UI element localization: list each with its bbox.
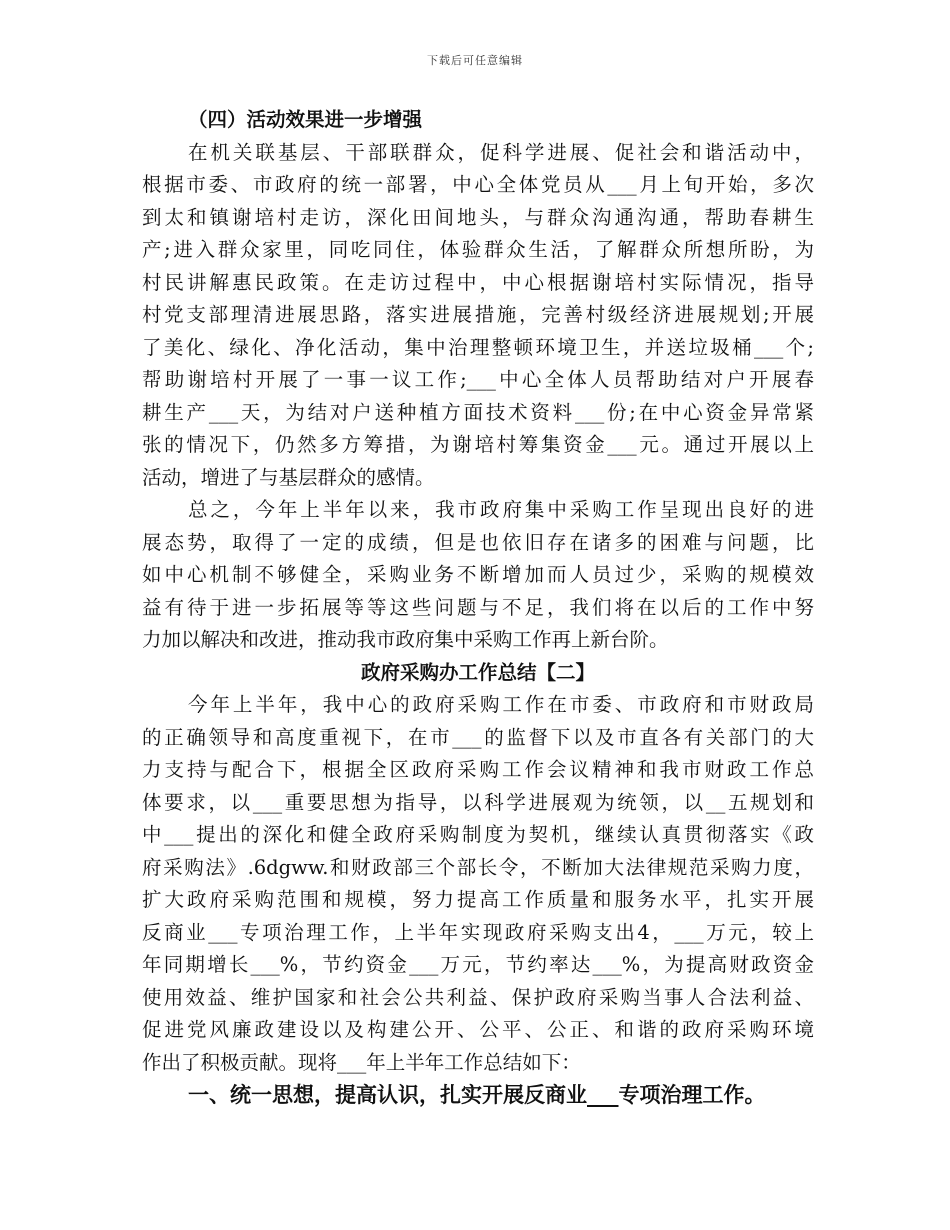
- paragraph-line: 村民讲解惠民政策。在走访过程中，中心根据谢培村实际情况，指导: [142, 270, 814, 294]
- paragraph-line: 府采购法》.6dgww.和财政部三个部长令，不断加大法律规范采购力度，: [142, 855, 814, 879]
- document-body: [142, 104, 814, 1112]
- paragraph-line: 促进党风廉政建设以及构建公开、公平、公正、和谐的政府采购环境: [142, 1018, 814, 1041]
- paragraph-line: 扩大政府采购范围和规模，努力提高工作质量和服务水平，扎实开展: [142, 888, 814, 911]
- part-title: 政府采购办工作总结【二】: [360, 660, 595, 684]
- paragraph-line: 益有待于进一步拓展等等这些问题与不足，我们将在以后的工作中努: [142, 595, 814, 619]
- paragraph-line: 反商业___专项治理工作，上半年实现政府采购支出4，___万元，较上: [142, 920, 814, 944]
- paragraph-line: 到太和镇谢培村走访，深化田间地头，与群众沟通沟通，帮助春耕生: [142, 205, 814, 229]
- paragraph-line: 根据市委、市政府的统一部署，中心全体党员从___月上旬开始，多次: [142, 173, 814, 196]
- paragraph-line: 体要求，以___重要思想为指导，以科学进展观为统领，以__五规划和: [142, 790, 814, 814]
- paragraph-line: 张的情况下，仍然多方筹措，为谢培村筹集资金___元。通过开展以上: [142, 433, 814, 456]
- paragraph-line: 力加以解决和改进，推动我市政府集中采购工作再上新台阶。: [142, 628, 669, 651]
- paragraph-line: 活动，增进了与基层群众的感情。: [142, 465, 435, 489]
- paragraph-line: 产;进入群众家里，同吃同住，体验群众生活，了解群众所想所盼，为: [142, 238, 814, 261]
- paragraph-line: 力支持与配合下，根据全区政府采购工作会议精神和我市财政工作总: [142, 758, 814, 781]
- paragraph-line: 在机关联基层、干部联群众，促科学进展、促社会和谐活动中，: [188, 140, 814, 164]
- paragraph-line: 作出了积极贡献。现将___年上半年工作总结如下：: [142, 1050, 581, 1074]
- paragraph-line: 的正确领导和高度重视下，在市___的监督下以及市直各有关部门的大: [142, 725, 814, 749]
- page-header: 下载后可任意编辑: [427, 54, 523, 67]
- paragraph-line: 年同期增长___%，节约资金___万元，节约率达___%，为提高财政资金: [142, 953, 814, 976]
- paragraph-line: 帮助谢培村开展了一事一议工作;___中心全体人员帮助结对户开展春: [142, 368, 814, 391]
- paragraph-line: 如中心机制不够健全，采购业务不断增加而人员过少，采购的规模效: [142, 563, 814, 586]
- paragraph-line: 中___提出的深化和健全政府采购制度为契机，继续认真贯彻落实《政: [142, 823, 814, 846]
- paragraph-line: 展态势，取得了一定的成绩，但是也依旧存在诸多的困难与问题，比: [142, 530, 814, 554]
- paragraph-line: 村党支部理清进展思路，落实进展措施，完善村级经济进展规划;开展: [142, 303, 814, 326]
- paragraph-line: 了美化、绿化、净化活动，集中治理整顿环境卫生，并送垃圾桶___个;: [142, 335, 814, 359]
- section-heading: （四）活动效果进一步增强: [188, 108, 423, 131]
- paragraph-line: 总之，今年上半年以来，我市政府集中采购工作呈现出良好的进: [188, 498, 814, 521]
- paragraph-line: 耕生产___天，为结对户送种植方面技术资料___份;在中心资金异常紧: [142, 400, 814, 424]
- paragraph-line: 今年上半年，我中心的政府采购工作在市委、市政府和市财政局: [188, 693, 814, 716]
- paragraph-line: 使用效益、维护国家和社会公共利益、保护政府采购当事人合法利益、: [142, 985, 814, 1009]
- subsection-heading: 一、统一思想，提高认识，扎实开展反商业___专项治理工作。: [188, 1082, 766, 1107]
